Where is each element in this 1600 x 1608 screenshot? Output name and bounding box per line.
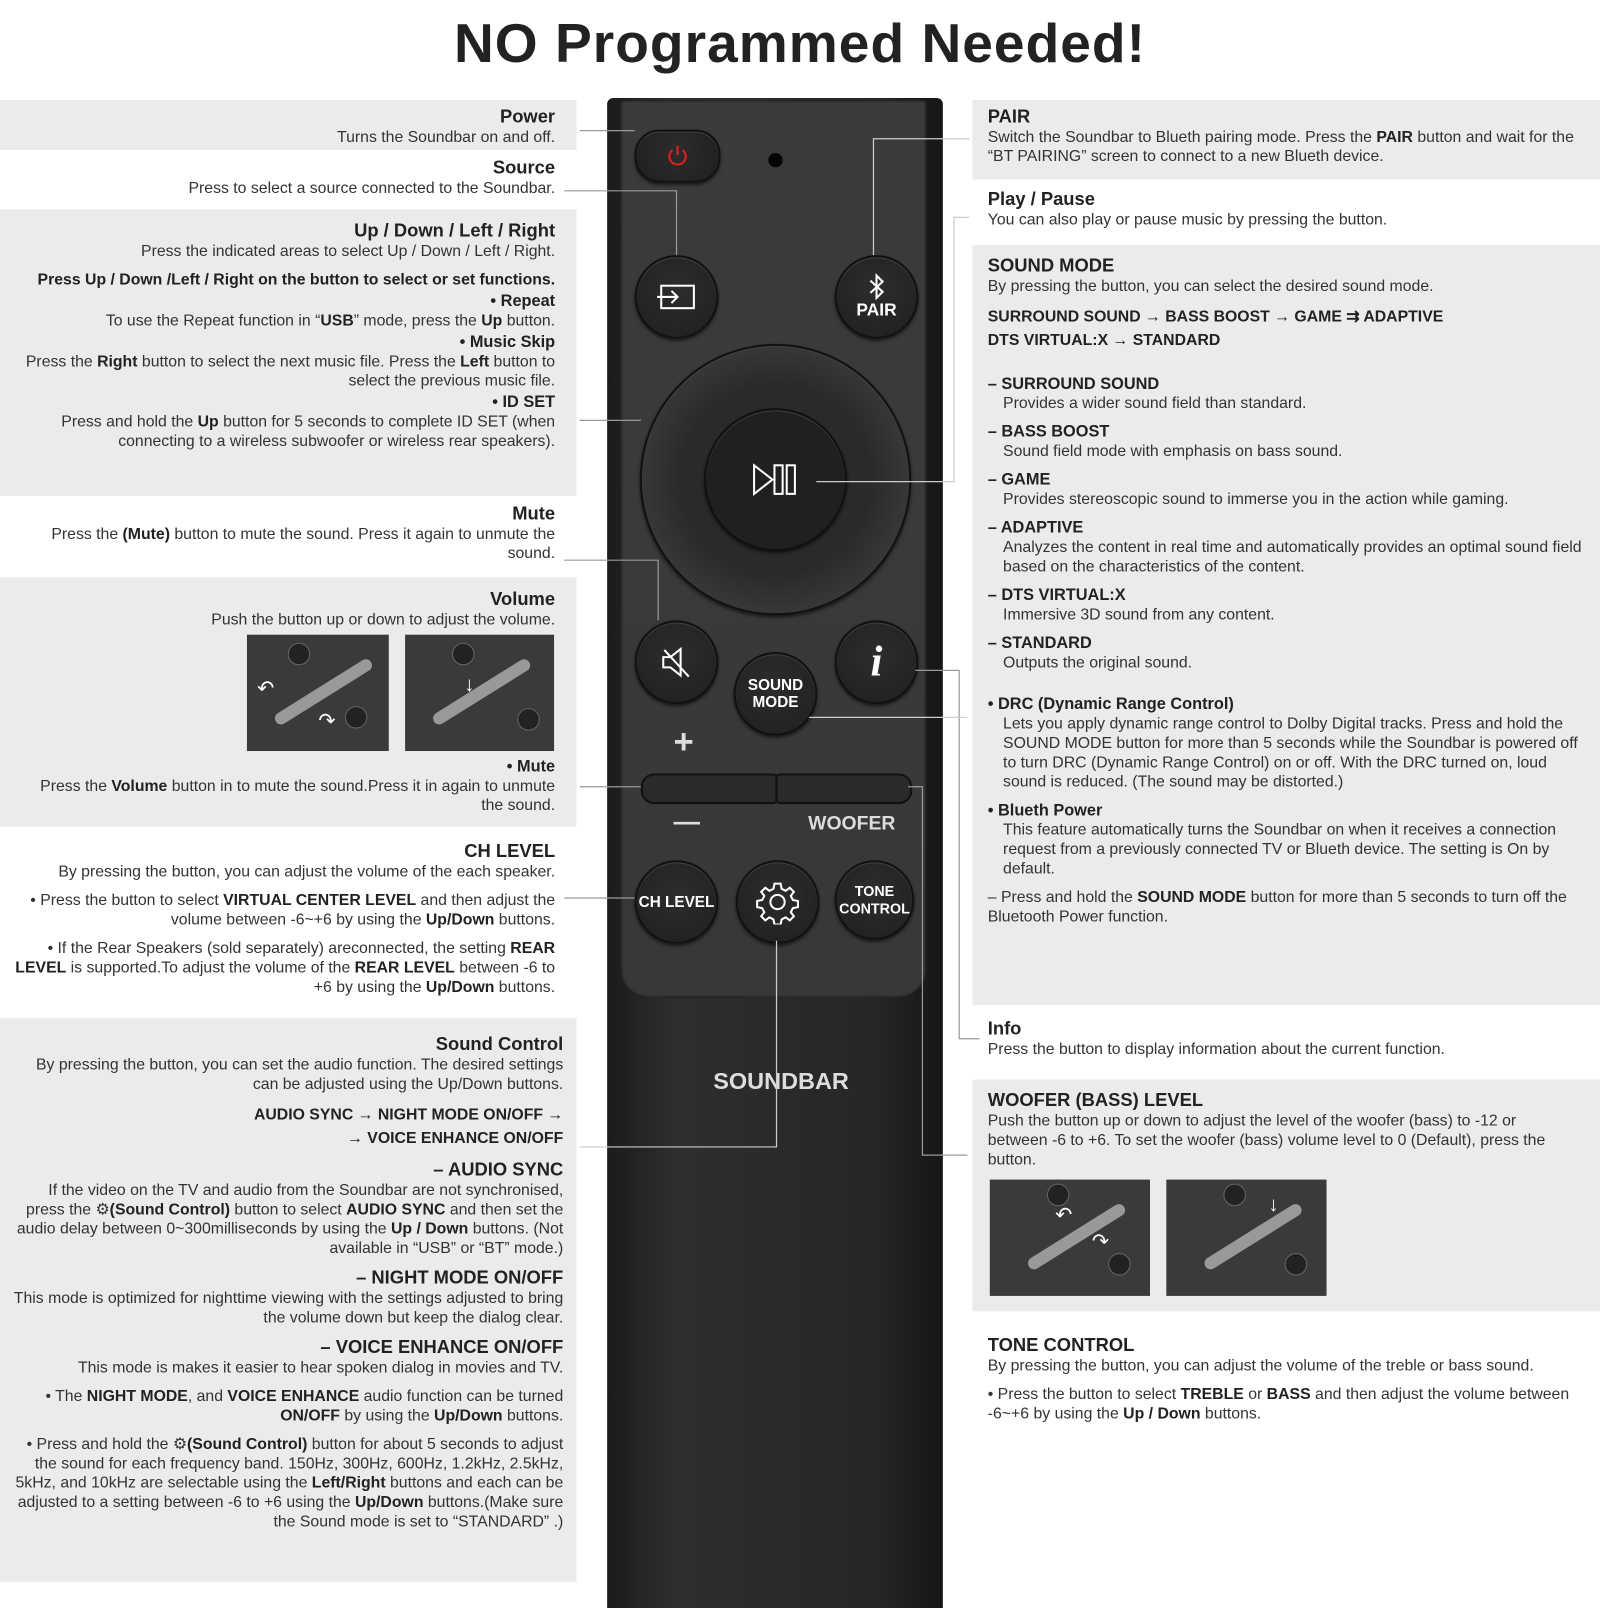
text-segment: • The	[45, 1387, 87, 1406]
mode-sequence: AUDIO SYNC → NIGHT MODE ON/OFF →	[253, 1106, 564, 1124]
subheading: – BASS BOOST	[987, 423, 1110, 441]
emphasis-text: (Mute)	[122, 525, 170, 543]
text-segment: and then adjust the volume between -6~+6 by using the	[987, 1385, 1570, 1423]
description-text: Analyzes the content in real time and automatically provides an optimal sound field based on the characteristics of the content.	[1003, 538, 1582, 576]
description-text: Provides a wider sound field than standard.	[1003, 394, 1307, 413]
mode-sequence: → VOICE ENHANCE ON/OFF	[347, 1129, 564, 1147]
description-text: By pressing the button, you can select the desired sound mode.	[987, 277, 1434, 295]
section-heading: SOUND MODE	[987, 255, 1115, 276]
section-heading: PAIR	[987, 106, 1031, 127]
text-segment: button and wait for the “BT PAIRING” screen to connect to a new Blueth device.	[987, 128, 1574, 166]
text-segment: buttons.	[494, 978, 556, 996]
emphasis-text: Up	[481, 312, 503, 330]
subheading: • Music Skip	[459, 333, 556, 352]
section-heading: WOOFER (BASS) LEVEL	[987, 1089, 1204, 1111]
text-segment: • Press and hold the ⚙	[26, 1435, 188, 1454]
text-segment: buttons.	[502, 1407, 564, 1425]
section-heading: Volume	[490, 588, 556, 610]
text-segment: To use the Repeat function in “	[105, 312, 321, 330]
description-text: Push the button up or down to adjust the volume.	[211, 611, 556, 629]
emphasis-text: Volume	[111, 777, 168, 795]
emphasis-text: Up / Down	[390, 1220, 469, 1238]
emphasis-text: BASS	[1266, 1385, 1311, 1404]
text-segment: Press and hold the	[61, 413, 198, 431]
emphasis-text: Up/Down	[425, 978, 495, 996]
woofer-press-illustration: ↓	[1166, 1180, 1326, 1296]
emphasis-text: TREBLE	[1180, 1385, 1244, 1404]
leader-mute	[564, 560, 658, 620]
text-segment: – Press and hold the	[987, 888, 1138, 907]
subheading: – GAME	[987, 471, 1051, 489]
emphasis-text: SOUND MODE	[1137, 888, 1247, 907]
text-segment: buttons.(Make sure the Sound mode is set to “STANDARD” .)	[273, 1493, 564, 1531]
woofer-push-illustration: ↶ ↷	[990, 1180, 1150, 1296]
subheading: – DTS VIRTUAL:X	[987, 586, 1126, 605]
description-text: Provides stereoscopic sound to immerse you in the action while gaming.	[1003, 490, 1509, 509]
text-segment: and then set the audio delay between 0~300milliseconds by using the	[16, 1201, 564, 1238]
text-segment: Press the	[25, 353, 98, 371]
text-segment: Press the	[51, 525, 123, 543]
subheading: – STANDARD	[987, 634, 1092, 653]
description-text: Sound field mode with emphasis on bass sound.	[1003, 442, 1343, 461]
section-heading: Mute	[512, 503, 556, 524]
emphasis-text: Up	[197, 413, 219, 431]
text-segment: If the video on the TV and audio from the Soundbar are not synchronised, press the ⚙	[26, 1181, 564, 1219]
emphasis-text: Up/Down	[354, 1493, 424, 1512]
emphasis-text: AUDIO SYNC	[346, 1201, 446, 1219]
subheading: • Mute	[506, 758, 556, 776]
volume-press-illustration: ↓	[405, 635, 554, 751]
headline: NO Programmed Needed!	[453, 13, 1146, 75]
text-segment: buttons.	[1200, 1405, 1262, 1423]
text-segment: Switch the Soundbar to Blueth pairing mode. Press the	[987, 128, 1377, 146]
section-heading: – VOICE ENHANCE ON/OFF	[320, 1336, 564, 1358]
text-segment: Press the	[40, 777, 112, 795]
text-segment: button.	[502, 312, 556, 330]
description-text: Press to select a source connected to the Soundbar.	[188, 179, 556, 197]
description-text: You can also play or pause music by pressing the button.	[987, 211, 1388, 229]
text-segment: buttons and each can be adjusted to a setting between -6 to +6 using the	[17, 1474, 564, 1512]
section-heading: CH LEVEL	[464, 840, 556, 862]
section-heading: Source	[492, 157, 556, 178]
text-segment: • If the Rear Speakers (sold separately) areconnected, the setting	[47, 939, 511, 958]
volume-minus-label: —	[673, 806, 700, 837]
emphasis-text: Press Up / Down /Left / Right on the button to select or set functions.	[37, 271, 556, 289]
emphasis-text: Left/Right	[311, 1474, 386, 1492]
text-segment: • Press the button to select	[30, 891, 224, 910]
emphasis-text: PAIR	[1376, 128, 1413, 146]
section-heading: – NIGHT MODE ON/OFF	[356, 1267, 564, 1288]
description-text: By pressing the button, you can set the audio function. The desired settings can be adjusted using the Up/Down buttons.	[36, 1056, 564, 1093]
section-heading: Sound Control	[435, 1033, 564, 1055]
subheading: • DRC (Dynamic Range Control)	[987, 695, 1234, 714]
leader-woofer	[908, 787, 967, 1155]
description-text: Turns the Soundbar on and off.	[337, 128, 556, 146]
volume-plus-label: +	[673, 722, 694, 762]
emphasis-text: REAR LEVEL	[15, 939, 556, 977]
text-segment: button for about 5 seconds to adjust the sound for each frequency band. 150Hz, 300Hz, 600Hz, 1.2kHz, 2.5kHz, 5kHz, and 10kHz are selectable using the	[15, 1435, 564, 1492]
text-segment: , and	[187, 1387, 228, 1406]
text-segment: button for more than 5 seconds to turn off the Bluetooth Power function.	[987, 888, 1567, 926]
section-heading: Power	[499, 106, 556, 127]
ch-level-button[interactable]: CH LEVEL	[635, 860, 719, 944]
description-text: Immersive 3D sound from any content.	[1003, 606, 1275, 624]
text-segment: button in to mute the sound.Press it in again to unmute the sound.	[167, 777, 556, 815]
section-heading: – AUDIO SYNC	[433, 1159, 564, 1180]
emphasis-text: VOICE ENHANCE	[227, 1387, 360, 1406]
description-text: This feature automatically turns the Soundbar on when it receives a connection request from a previously connected TV or Blueth device. The setting is On by default.	[1003, 821, 1557, 878]
text-segment: ” mode, press the	[353, 312, 482, 330]
description-text: Press the button to display information about the current function.	[987, 1040, 1445, 1059]
text-segment: buttons. (Not available in “USB” or “BT” mode.)	[329, 1220, 564, 1258]
emphasis-text: Left	[460, 353, 490, 371]
emphasis-text: (Sound Control)	[109, 1201, 231, 1219]
text-segment: button to select	[230, 1201, 347, 1219]
sound-mode-button[interactable]: SOUND MODE	[734, 652, 818, 736]
leader-source	[564, 191, 676, 255]
emphasis-text: USB	[320, 312, 354, 330]
text-segment: between -6 to +6 by using the	[313, 959, 556, 996]
emphasis-text: Up / Down	[1123, 1405, 1201, 1423]
description-text: This mode is makes it easier to hear spoken dialog in movies and TV.	[77, 1359, 564, 1377]
woofer-label: WOOFER	[808, 813, 896, 835]
description-text: Lets you apply dynamic range control to Dolby Digital tracks. Press and hold the SOUND MODE button for more than 5 seconds while the Soundbar is powered off to turn DRC (Dynamic Range Control) on or off. With the DRC turned on, loud sound is reduced. (The sound may be distorted.)	[1003, 715, 1578, 791]
leader-info	[915, 670, 979, 1038]
text-segment: button for 5 seconds to complete ID SET (when connecting to a wireless subwoofer or wireless rear speakers).	[118, 413, 556, 450]
text-segment: • Press the button to select	[987, 1385, 1181, 1404]
emphasis-text: ON/OFF	[280, 1407, 340, 1425]
text-segment: or	[1243, 1385, 1267, 1404]
subheading: • Blueth Power	[987, 802, 1103, 820]
section-heading: Info	[987, 1018, 1022, 1039]
section-heading: TONE CONTROL	[987, 1334, 1135, 1356]
text-segment: is supported.To adjust the volume of the	[66, 959, 355, 977]
description-text: By pressing the button, you can adjust the volume of the each speaker.	[58, 863, 556, 881]
section-heading: Up / Down / Left / Right	[354, 220, 556, 241]
volume-push-illustration: ↶ ↷	[247, 635, 389, 751]
subheading: • Repeat	[490, 292, 556, 311]
description-text: By pressing the button, you can adjust the volume of the treble or bass sound.	[987, 1357, 1534, 1375]
description-text: Outputs the original sound.	[1003, 654, 1193, 672]
emphasis-text: (Sound Control)	[187, 1435, 308, 1454]
description-text: Press the indicated areas to select Up / Down / Left / Right.	[141, 242, 556, 261]
description-text: Push the button up or down to adjust the level of the woofer (bass) to -12 or between -6 to +6. To set the woofer (bass) volume level to 0 (Default), press the button.	[987, 1112, 1546, 1169]
text-segment: button to select the previous music file.	[348, 353, 556, 390]
emphasis-text: Up/Down	[425, 911, 495, 929]
emphasis-text: Up/Down	[434, 1407, 503, 1425]
emphasis-text: Right	[97, 353, 138, 371]
emphasis-text: NIGHT MODE	[86, 1387, 188, 1406]
soundbar-label: SOUNDBAR	[713, 1067, 849, 1094]
subheading: – ADAPTIVE	[987, 519, 1084, 537]
text-segment: and then adjust the volume between -6~+6 by using the	[170, 891, 556, 929]
subheading: • ID SET	[492, 393, 556, 412]
section-heading: Play / Pause	[987, 188, 1095, 210]
subheading: – SURROUND SOUND	[987, 375, 1160, 393]
text-segment: button to select the next music file. Press the	[137, 353, 461, 371]
text-segment: audio function can be turned	[359, 1387, 564, 1406]
text-segment: by using the	[339, 1407, 435, 1425]
mode-sequence: SURROUND SOUND → BASS BOOST → GAME ⇉ ADAPTIVE	[987, 308, 1444, 326]
leader-pair	[873, 139, 969, 255]
emphasis-text: REAR LEVEL	[354, 959, 455, 977]
text-segment: button to mute the sound. Press it again to unmute the sound.	[169, 525, 556, 563]
leader-play	[816, 217, 969, 481]
info-icon: i	[870, 638, 883, 686]
text-segment: buttons.	[494, 911, 556, 929]
leader-sound-control	[580, 941, 777, 1147]
pair-label: PAIR	[856, 299, 897, 320]
mode-sequence: DTS VIRTUAL:X → STANDARD	[987, 331, 1221, 349]
tone-control-button[interactable]: TONE CONTROL	[835, 860, 915, 940]
description-text: This mode is optimized for nighttime viewing with the settings adjusted to bring the volume down but keep the dialog clear.	[13, 1289, 564, 1327]
emphasis-text: VIRTUAL CENTER LEVEL	[223, 891, 417, 910]
